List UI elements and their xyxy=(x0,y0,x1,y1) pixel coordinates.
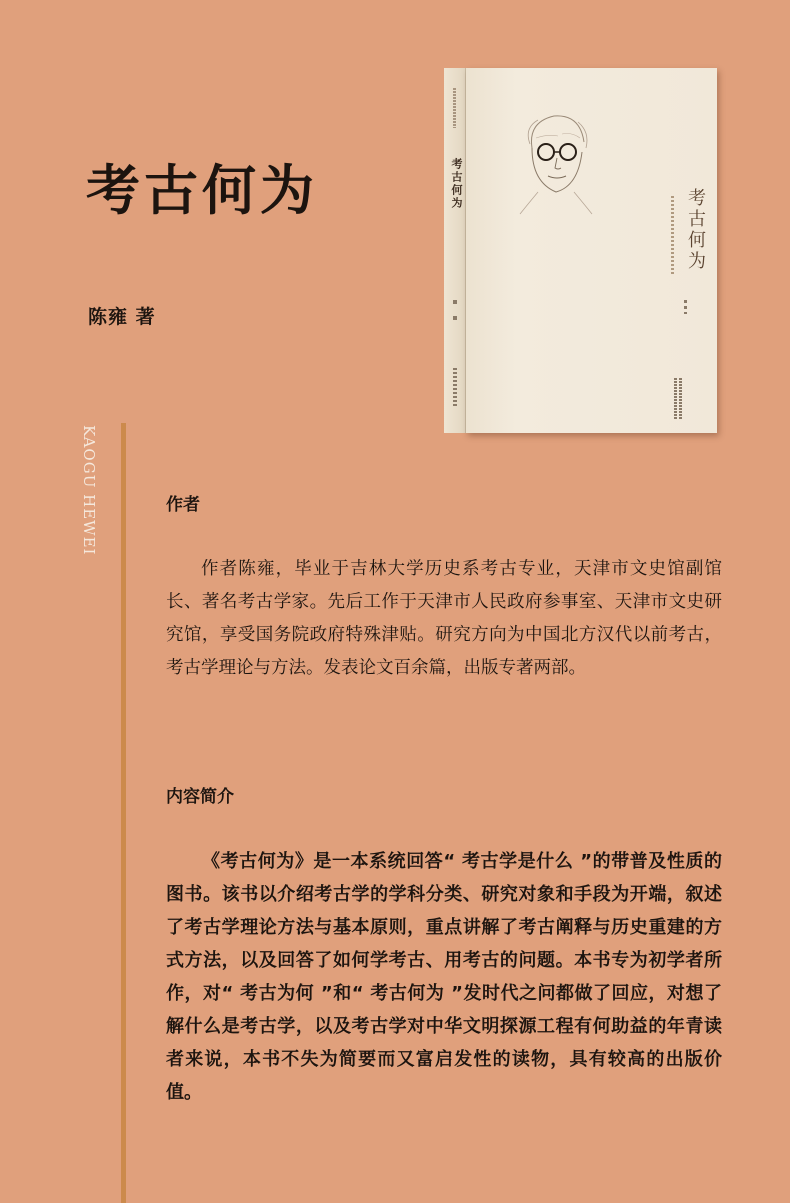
cover-author-mark xyxy=(684,300,687,314)
spine-author-mark xyxy=(453,316,457,320)
book-spine xyxy=(444,68,466,433)
author-section-heading: 作者 xyxy=(166,495,200,515)
book-front-cover xyxy=(466,68,717,433)
cover-publisher-text xyxy=(679,378,682,420)
cover-title: 考古何为 xyxy=(685,188,706,272)
accent-vertical-line xyxy=(121,423,126,1203)
book-cover-image xyxy=(444,68,717,433)
spine-publisher-text xyxy=(453,368,457,408)
author-line: 陈雍 著 xyxy=(88,306,156,328)
spine-series-text xyxy=(453,88,456,128)
spine-title: 考古何为 xyxy=(450,158,463,210)
author-paragraph: 作者陈雍，毕业于吉林大学历史系考古专业，天津市文史馆副馆长、著名考古学家。先后工作于天津市人民政府参事室、天津市文史研究馆，享受国务院政府特殊津贴。研究方向为中国北方汉代以前考古，考古学理论与方法。发表论文百余篇，出版专著两部。 xyxy=(166,559,722,678)
summary-paragraph: 《考古何为》是一本系统回答“ 考古学是什么 ”的带普及性质的图书。该书以介绍考古学的学科分类、研究对象和手段为开端，叙述了考古学理论方法与基本原则，重点讲解了考古阐释与历史重建的方式方法，以及回答了如何学考古、用考古的问题。本书专为初学者所作，对“ 考古为何 ”和“ 考古何为 ”发时代之问都做了回应，对想了解什么是考古学，以及考古学对中华文明探源工程有何助益的年青读者来说，本书不失为简要而又富启发性的读物，具有较高的出版价值。 xyxy=(166,851,722,1103)
pinyin-vertical-text: KAOGU HEWEI xyxy=(80,425,98,556)
author-portrait-sketch xyxy=(518,108,594,216)
page-title: 考古何为 xyxy=(86,158,318,222)
spine-author-mark xyxy=(453,300,457,304)
cover-series-text xyxy=(671,196,674,276)
summary-section-heading: 内容简介 xyxy=(166,787,234,807)
cover-publisher-text xyxy=(674,378,677,420)
